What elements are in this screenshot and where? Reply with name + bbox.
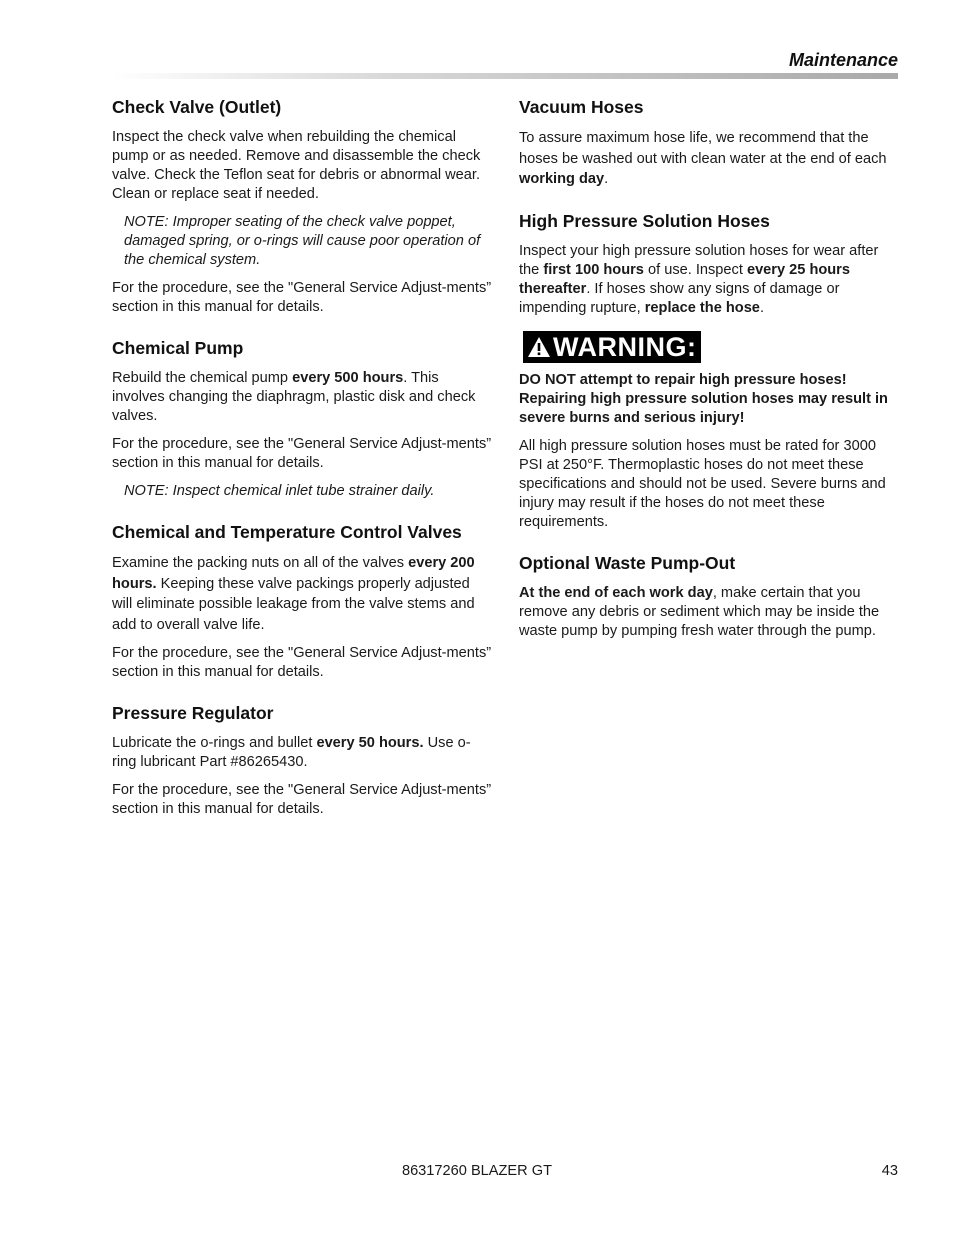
section-control-valves xyxy=(112,521,492,682)
text: . xyxy=(604,171,609,187)
section-heading: Pressure Regulator xyxy=(112,703,274,723)
bold-text: every 500 hours xyxy=(292,370,404,386)
text: To assure maximum hose life, we recommend that the hoses be washed out with clean water at the end of each xyxy=(519,130,887,167)
paragraph: For the procedure, see the "General Service Adjust-ments” section in this manual for details. xyxy=(112,782,492,817)
section-warning xyxy=(519,327,899,532)
warning-text: DO NOT attempt to repair high pressure hoses! Repairing high pressure solution hoses may result in severe burns and serious injury! xyxy=(519,371,888,426)
paragraph: For the procedure, see the "General Service Adjust-ments” section in this manual for details. xyxy=(112,436,492,471)
paragraph: All high pressure solution hoses must be rated for 3000 PSI at 250°F. Thermoplastic hoses do not meet these specifications and should not be used. Severe burns and injury may result if the hoses do not meet these requirements. xyxy=(519,437,886,530)
text: Lubricate the o-rings and bullet xyxy=(112,735,317,751)
text: of use. Inspect xyxy=(643,261,747,278)
text: Examine the packing nuts on all of the valves xyxy=(112,555,409,571)
text: . xyxy=(759,299,764,316)
section-vacuum-hoses xyxy=(519,96,899,190)
text: , make certain that you remove any debris or sediment which may be inside the waste pump by pumping fresh water through the pump. xyxy=(519,584,880,639)
bold-text: every 25 hours thereafter xyxy=(519,261,850,297)
warning-triangle-icon xyxy=(527,335,551,359)
text: Keeping these valve packings properly adjusted will eliminate possible leakage from the valve stems and add to overall valve life. xyxy=(112,575,475,633)
text: . This involves changing the diaphragm, plastic disk and check valves. xyxy=(112,370,476,424)
section-hp-hoses xyxy=(519,210,899,318)
section-pressure-regulator xyxy=(112,702,492,819)
text: Inspect your high pressure solution hoses for wear after the xyxy=(519,242,879,278)
right-column xyxy=(519,96,899,661)
text: Rebuild the chemical pump xyxy=(112,370,293,386)
paragraph xyxy=(112,369,492,426)
section-chemical-pump xyxy=(112,337,492,501)
section-check-valve xyxy=(112,96,492,317)
text: . If hoses show any signs of damage or impending rupture, xyxy=(519,280,840,316)
footer-doc-id: 86317260 BLAZER GT xyxy=(401,1163,553,1179)
left-column xyxy=(112,96,492,839)
section-heading: Vacuum Hoses xyxy=(519,97,644,117)
header-rule xyxy=(112,73,898,79)
page-number: 43 xyxy=(881,1163,898,1179)
bold-text: every 50 hours. xyxy=(316,735,424,751)
section-heading: Chemical Pump xyxy=(112,338,244,358)
paragraph xyxy=(519,584,899,641)
section-heading: Chemical and Temperature Control Valves xyxy=(112,522,462,542)
paragraph: Inspect the check valve when rebuilding the chemical pump or as needed. Remove and disassemble the check valve. Check the Teflon seat for debris or abnormal wear. Clean or replace seat if needed. xyxy=(112,129,481,202)
warning-banner xyxy=(523,331,701,363)
section-waste-pump xyxy=(519,552,899,641)
section-heading: Check Valve (Outlet) xyxy=(112,97,282,117)
text: Use o-ring lubricant Part #86265430. xyxy=(112,735,471,770)
bold-text: replace the hose xyxy=(644,299,760,316)
paragraph: For the procedure, see the "General Service Adjust-ments” section in this manual for details. xyxy=(112,645,492,680)
paragraph xyxy=(112,734,492,772)
paragraph: For the procedure, see the "General Service Adjust-ments” section in this manual for details. xyxy=(112,280,492,315)
bold-text: first 100 hours xyxy=(543,261,644,278)
paragraph xyxy=(519,128,899,190)
paragraph xyxy=(112,553,492,635)
note: NOTE: Inspect chemical inlet tube strainer daily. xyxy=(124,483,435,499)
bold-text: every 200 hours. xyxy=(112,555,475,592)
section-heading: Optional Waste Pump-Out xyxy=(519,552,736,573)
bold-text: At the end of each work day xyxy=(519,584,713,601)
paragraph xyxy=(519,242,899,318)
bold-text: working day xyxy=(519,171,605,187)
note: NOTE: Improper seating of the check valve poppet, damaged spring, or o-rings will cause poor operation of the chemical system. xyxy=(124,214,481,268)
warning-label: WARNING: xyxy=(553,331,697,362)
section-heading: High Pressure Solution Hoses xyxy=(519,210,770,231)
header-title: Maintenance xyxy=(788,50,898,70)
